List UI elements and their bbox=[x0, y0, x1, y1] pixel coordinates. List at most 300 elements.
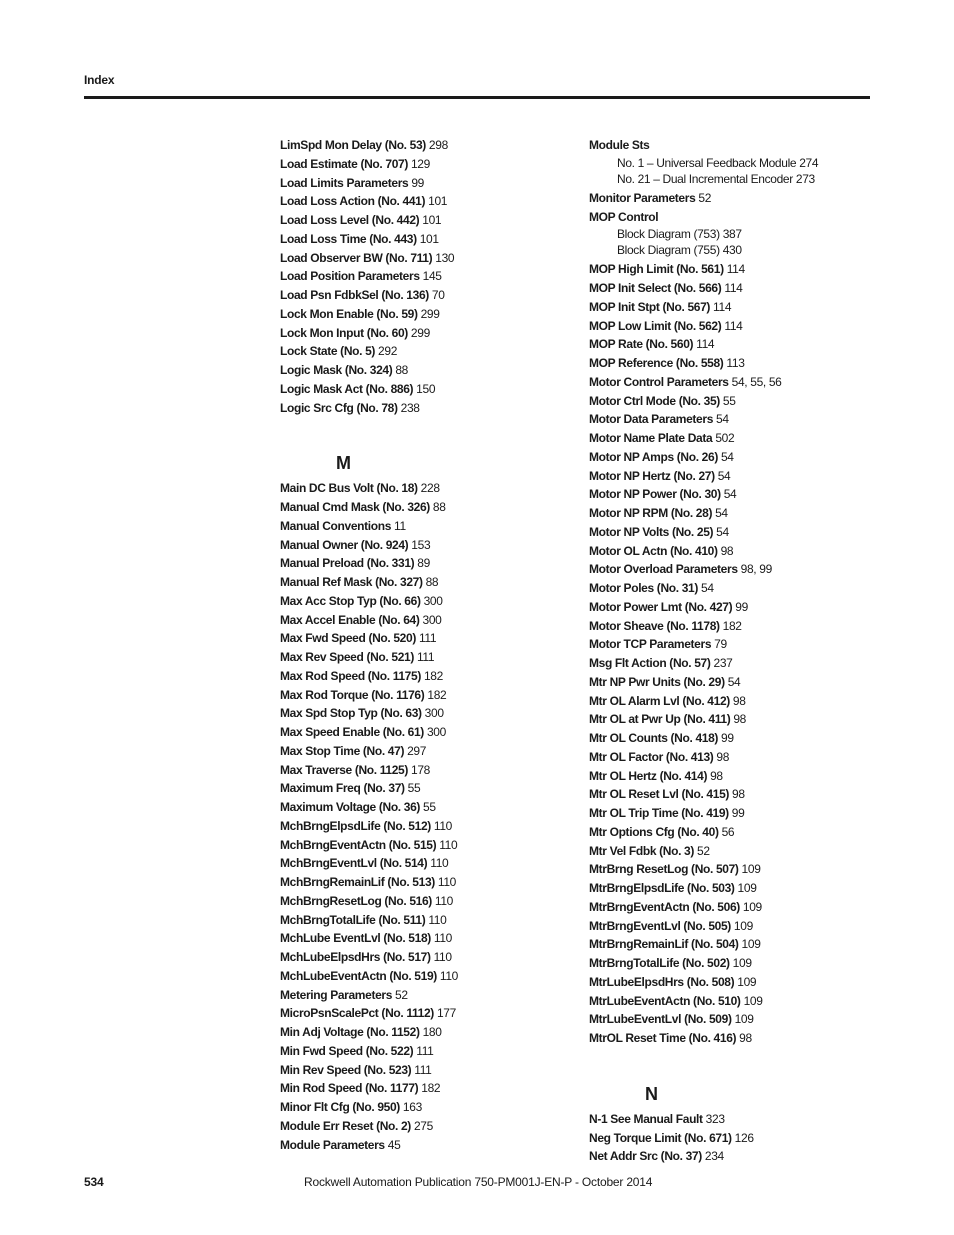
entry-pages: 98 bbox=[736, 1031, 752, 1045]
index-entry bbox=[589, 879, 889, 898]
entry-term: Motor Sheave (No. 1178) bbox=[589, 618, 720, 633]
entry-term: Mtr Vel Fdbk (No. 3) bbox=[589, 843, 695, 858]
entry-pages: 98 bbox=[730, 712, 747, 727]
entry-pages: 111 bbox=[413, 1043, 434, 1058]
index-entry bbox=[589, 1110, 889, 1129]
index-entry bbox=[589, 260, 889, 279]
entry-pages: 109 bbox=[734, 974, 757, 989]
entry-pages: 114 bbox=[693, 337, 715, 352]
entry-pages: 300 bbox=[423, 725, 446, 739]
entry-pages: 109 bbox=[729, 956, 752, 970]
entry-pages: 88 bbox=[429, 500, 446, 514]
index-entry bbox=[280, 267, 580, 286]
entry-pages: 275 bbox=[410, 1118, 433, 1133]
index-entry bbox=[589, 1029, 889, 1048]
entry-pages: 54 bbox=[720, 487, 737, 502]
entry-pages: 502 bbox=[712, 431, 735, 445]
index-column-right bbox=[589, 136, 889, 1166]
entry-term: Max Rev Speed (No. 521) bbox=[280, 650, 414, 664]
entry-term: Manual Ref Mask (No. 327) bbox=[280, 575, 423, 589]
entry-term: MchLubeElpsdHrs (No. 517) bbox=[280, 950, 431, 964]
entry-pages: 99 bbox=[718, 731, 734, 745]
index-entry bbox=[280, 592, 580, 611]
entry-term: MchBrngEventLvl (No. 514) bbox=[280, 856, 428, 871]
entry-term: Load Loss Level (No. 442) bbox=[280, 213, 420, 227]
sub-entry: Block Diagram (755) 430 bbox=[617, 243, 742, 258]
entry-pages: 110 bbox=[434, 875, 456, 889]
entry-term: Motor Power Lmt (No. 427) bbox=[589, 599, 733, 614]
entry-pages: 109 bbox=[734, 881, 757, 895]
entry-pages: 228 bbox=[417, 481, 440, 496]
entry-pages: 54, 55, 56 bbox=[728, 374, 782, 389]
index-entry bbox=[280, 817, 580, 836]
index-entry bbox=[589, 1147, 889, 1166]
index-entry bbox=[280, 611, 580, 630]
entry-pages: 101 bbox=[419, 213, 442, 227]
index-entry bbox=[280, 1061, 580, 1080]
entry-term: Load Position Parameters bbox=[280, 269, 420, 284]
entry-pages: 237 bbox=[710, 656, 733, 670]
index-entry bbox=[589, 429, 889, 448]
entry-term: MtrBrngElpsdLife (No. 503) bbox=[589, 881, 735, 895]
index-entry bbox=[280, 211, 580, 230]
entry-pages: 98 bbox=[713, 749, 730, 764]
entry-term: MtrBrng ResetLog (No. 507) bbox=[589, 862, 739, 877]
index-entry bbox=[589, 954, 889, 973]
entry-term: Load Psn FdbkSel (No. 136) bbox=[280, 288, 429, 302]
entry-pages: 55 bbox=[719, 393, 736, 408]
index-entry bbox=[589, 542, 889, 561]
index-entry bbox=[280, 742, 580, 761]
entry-term: Motor NP Volts (No. 25) bbox=[589, 524, 714, 539]
entry-pages: 182 bbox=[420, 668, 443, 683]
entry-pages: 54 bbox=[712, 506, 728, 520]
entry-pages: 114 bbox=[710, 299, 732, 314]
index-entry bbox=[280, 1023, 580, 1042]
entry-term: Min Fwd Speed (No. 522) bbox=[280, 1043, 414, 1058]
index-entry bbox=[589, 560, 889, 579]
entry-term: MOP High Limit (No. 561) bbox=[589, 262, 724, 277]
entry-term: Motor Name Plate Data bbox=[589, 431, 713, 445]
index-entry bbox=[589, 136, 889, 155]
index-entry bbox=[280, 399, 580, 418]
entry-term: MOP Init Select (No. 566) bbox=[589, 281, 722, 295]
entry-pages: 114 bbox=[723, 262, 745, 277]
entry-pages: 110 bbox=[427, 856, 449, 871]
entry-term: MchBrngEventActn (No. 515) bbox=[280, 837, 437, 852]
index-entry bbox=[280, 305, 580, 324]
index-entry bbox=[589, 504, 889, 523]
entry-term: Max Fwd Speed (No. 520) bbox=[280, 631, 416, 646]
entry-term: Manual Conventions bbox=[280, 518, 392, 533]
entry-term: Max Rod Speed (No. 1175) bbox=[280, 668, 421, 683]
index-entry bbox=[589, 335, 889, 354]
entry-term: Max Stop Time (No. 47) bbox=[280, 743, 405, 758]
entry-pages: 130 bbox=[432, 250, 455, 265]
entry-pages: 45 bbox=[384, 1137, 401, 1152]
entry-pages: 54 bbox=[724, 674, 741, 689]
n-entries bbox=[589, 1110, 889, 1166]
entry-term: MchBrngResetLog (No. 516) bbox=[280, 893, 432, 908]
l-entries bbox=[280, 136, 580, 417]
index-entry bbox=[589, 298, 889, 317]
entry-term: Load Loss Time (No. 443) bbox=[280, 231, 417, 246]
entry-term: MchLube EventLvl (No. 518) bbox=[280, 931, 431, 946]
section-gap bbox=[280, 417, 580, 447]
index-entry bbox=[589, 842, 889, 861]
entry-pages: 113 bbox=[723, 356, 745, 370]
section-letter-n: N bbox=[645, 1083, 658, 1104]
index-entry bbox=[589, 785, 889, 804]
index-entry bbox=[589, 598, 889, 617]
entry-pages: 114 bbox=[721, 318, 743, 333]
entry-term: Load Estimate (No. 707) bbox=[280, 156, 408, 171]
entry-pages: 99 bbox=[732, 599, 748, 614]
entry-pages: 109 bbox=[738, 862, 761, 877]
entry-term: MOP Rate (No. 560) bbox=[589, 337, 694, 352]
index-entry bbox=[280, 1079, 580, 1098]
index-entry bbox=[280, 761, 580, 780]
entry-pages: 88 bbox=[392, 363, 409, 377]
index-entry bbox=[589, 354, 889, 373]
entry-pages: 180 bbox=[419, 1025, 442, 1039]
index-entry bbox=[589, 448, 889, 467]
entry-term: Mtr OL at Pwr Up (No. 411) bbox=[589, 712, 731, 727]
index-entry bbox=[280, 174, 580, 193]
entry-pages: 55 bbox=[420, 800, 436, 814]
entry-pages: 79 bbox=[711, 637, 727, 652]
index-entry bbox=[589, 860, 889, 879]
entry-pages: 126 bbox=[731, 1130, 754, 1145]
entry-term: Logic Mask Act (No. 886) bbox=[280, 381, 414, 396]
entry-pages: 98 bbox=[717, 543, 734, 558]
index-entry bbox=[589, 617, 889, 636]
entry-term: Manual Preload (No. 331) bbox=[280, 556, 415, 571]
entry-pages: 110 bbox=[436, 968, 458, 983]
entry-term: Mtr OL Reset Lvl (No. 415) bbox=[589, 787, 730, 802]
entry-term: Minor Flt Cfg (No. 950) bbox=[280, 1100, 400, 1114]
entry-pages: 299 bbox=[407, 325, 430, 340]
entry-term: Mtr OL Counts (No. 418) bbox=[589, 731, 719, 745]
entry-pages: 182 bbox=[719, 618, 742, 633]
sub-entry: No. 21 – Dual Incremental Encoder 273 bbox=[617, 171, 815, 186]
entry-term: Load Observer BW (No. 711) bbox=[280, 250, 433, 265]
index-entry bbox=[280, 948, 580, 967]
entry-term: Motor TCP Parameters bbox=[589, 637, 712, 652]
index-entry bbox=[280, 192, 580, 211]
index-entry bbox=[589, 748, 889, 767]
index-entry bbox=[280, 686, 580, 705]
index-entry bbox=[280, 1136, 580, 1155]
entry-pages: 109 bbox=[738, 937, 761, 952]
index-entry bbox=[280, 1117, 580, 1136]
entry-term: Maximum Freq (No. 37) bbox=[280, 781, 405, 796]
index-entry bbox=[589, 523, 889, 542]
entry-term: MchBrngTotalLife (No. 511) bbox=[280, 912, 426, 927]
entry-pages: 109 bbox=[730, 918, 753, 933]
index-entry bbox=[589, 823, 889, 842]
entry-pages: 110 bbox=[430, 950, 452, 964]
index-entry bbox=[280, 286, 580, 305]
index-entry bbox=[589, 485, 889, 504]
entry-term: MOP Low Limit (No. 562) bbox=[589, 318, 722, 333]
entry-pages: 300 bbox=[420, 593, 443, 608]
entry-term: MtrLubeEventLvl (No. 509) bbox=[589, 1012, 732, 1027]
index-entry bbox=[280, 342, 580, 361]
entry-term: Mtr Options Cfg (No. 40) bbox=[589, 824, 719, 839]
entry-pages: 89 bbox=[414, 556, 430, 571]
entry-term: MtrLubeEventActn (No. 510) bbox=[589, 993, 741, 1008]
index-entry bbox=[589, 392, 889, 411]
index-entry bbox=[280, 798, 580, 817]
entry-term: Module Parameters bbox=[280, 1137, 385, 1152]
index-entry bbox=[589, 1010, 889, 1029]
entry-pages: 292 bbox=[375, 344, 398, 359]
entry-pages: 323 bbox=[702, 1111, 725, 1126]
entry-pages: 111 bbox=[411, 1062, 432, 1077]
index-entry bbox=[280, 361, 580, 380]
entry-pages: 54 bbox=[717, 449, 734, 464]
m-entries-left bbox=[280, 479, 580, 1154]
section-letter-m: M bbox=[336, 453, 351, 474]
entry-pages: 111 bbox=[415, 631, 437, 646]
index-entry bbox=[280, 554, 580, 573]
index-entry bbox=[589, 208, 889, 227]
header-rule bbox=[84, 96, 870, 99]
entry-term: Motor NP Power (No. 30) bbox=[589, 487, 721, 502]
entry-term: Metering Parameters bbox=[280, 987, 393, 1002]
index-entry bbox=[589, 635, 889, 654]
entry-term: Load Loss Action (No. 441) bbox=[280, 194, 426, 209]
index-entry bbox=[589, 317, 889, 336]
entry-term: MtrBrngEventLvl (No. 505) bbox=[589, 918, 731, 933]
entry-pages: 182 bbox=[418, 1081, 441, 1096]
entry-pages: 52 bbox=[694, 843, 710, 858]
entry-term: Manual Cmd Mask (No. 326) bbox=[280, 500, 430, 514]
index-entry bbox=[280, 986, 580, 1005]
index-entry bbox=[589, 767, 889, 786]
entry-pages: 98 bbox=[707, 768, 723, 783]
index-entry bbox=[589, 410, 889, 429]
index-entry bbox=[589, 189, 889, 208]
index-entry bbox=[589, 654, 889, 673]
publication-info: Rockwell Automation Publication 750-PM001J-EN-P - October 2014 bbox=[304, 1175, 653, 1189]
entry-pages: 110 bbox=[430, 931, 453, 946]
entry-term: Max Rod Torque (No. 1176) bbox=[280, 687, 425, 702]
entry-pages: 109 bbox=[731, 1012, 754, 1027]
entry-term: Logic Mask (No. 324) bbox=[280, 363, 393, 377]
entry-pages: 98 bbox=[729, 693, 746, 708]
entry-term: MtrLubeElpsdHrs (No. 508) bbox=[589, 974, 735, 989]
entry-pages: 101 bbox=[416, 231, 439, 246]
entry-pages: 300 bbox=[421, 706, 444, 721]
index-entry bbox=[589, 692, 889, 711]
index-entry bbox=[589, 729, 889, 748]
index-entry bbox=[589, 992, 889, 1011]
index-entry bbox=[280, 324, 580, 343]
entry-pages: 163 bbox=[399, 1100, 422, 1114]
entry-term: Motor Control Parameters bbox=[589, 374, 729, 389]
entry-pages: 52 bbox=[695, 190, 712, 205]
entry-term: Motor NP RPM (No. 28) bbox=[589, 506, 713, 520]
entry-pages: 110 bbox=[425, 912, 447, 927]
entry-term: Monitor Parameters bbox=[589, 190, 696, 205]
index-entry bbox=[589, 973, 889, 992]
entry-pages: 70 bbox=[428, 288, 445, 302]
entry-pages: 110 bbox=[431, 893, 454, 908]
entry-term: N-1 See Manual Fault bbox=[589, 1111, 703, 1126]
entry-term: Load Limits Parameters bbox=[280, 175, 409, 190]
index-column-left bbox=[280, 136, 580, 1154]
page-number: 534 bbox=[84, 1175, 104, 1189]
entry-term: Motor Poles (No. 31) bbox=[589, 581, 699, 595]
entry-term: Motor Overload Parameters bbox=[589, 562, 738, 577]
index-entry bbox=[280, 836, 580, 855]
entry-term: MtrBrngEventActn (No. 506) bbox=[589, 899, 740, 914]
entry-pages: 182 bbox=[424, 687, 447, 702]
entry-term: Mtr OL Hertz (No. 414) bbox=[589, 768, 708, 783]
entry-pages: 99 bbox=[408, 175, 424, 190]
entry-pages: 98, 99 bbox=[737, 562, 772, 577]
entry-term: MtrBrngRemainLif (No. 504) bbox=[589, 937, 739, 952]
index-entry bbox=[280, 479, 580, 498]
index-entry bbox=[280, 136, 580, 155]
index-entry bbox=[280, 648, 580, 667]
entry-pages: 178 bbox=[408, 762, 430, 777]
index-entry bbox=[280, 967, 580, 986]
entry-term: Logic Src Cfg (No. 78) bbox=[280, 400, 398, 415]
index-entry bbox=[280, 517, 580, 536]
index-entry bbox=[589, 917, 889, 936]
entry-pages: 109 bbox=[739, 899, 762, 914]
entry-term: MOP Reference (No. 558) bbox=[589, 356, 724, 370]
entry-term: Lock Mon Enable (No. 59) bbox=[280, 306, 418, 321]
index-entry bbox=[589, 579, 889, 598]
entry-pages: 297 bbox=[404, 743, 427, 758]
entry-term: MtrBrngTotalLife (No. 502) bbox=[589, 956, 730, 970]
m-entries-right bbox=[589, 260, 889, 1048]
entry-term: Motor Data Parameters bbox=[589, 412, 714, 427]
entry-term: Mtr OL Trip Time (No. 419) bbox=[589, 806, 729, 820]
entry-term: Manual Owner (No. 924) bbox=[280, 537, 409, 552]
index-entry bbox=[589, 710, 889, 729]
entry-pages: 54 bbox=[714, 468, 731, 483]
entry-pages: 88 bbox=[422, 575, 439, 589]
entry-term: Maximum Voltage (No. 36) bbox=[280, 800, 421, 814]
entry-pages: 101 bbox=[425, 194, 448, 209]
index-entry bbox=[280, 1098, 580, 1117]
entry-pages: 129 bbox=[407, 156, 430, 171]
entry-term: MchLubeEventActn (No. 519) bbox=[280, 968, 437, 983]
entry-term: MchBrngElpsdLife (No. 512) bbox=[280, 818, 431, 833]
entry-term: Min Rev Speed (No. 523) bbox=[280, 1062, 412, 1077]
entry-pages: 238 bbox=[397, 400, 420, 415]
index-entry bbox=[280, 155, 580, 174]
entry-term: Motor OL Actn (No. 410) bbox=[589, 543, 718, 558]
entry-term: Motor NP Hertz (No. 27) bbox=[589, 468, 715, 483]
entry-pages: 114 bbox=[721, 281, 743, 295]
entry-term: Max Traverse (No. 1125) bbox=[280, 762, 409, 777]
index-entry bbox=[589, 935, 889, 954]
index-entry bbox=[589, 467, 889, 486]
entry-term: Mtr NP Pwr Units (No. 29) bbox=[589, 674, 725, 689]
entry-term: Msg Flt Action (No. 57) bbox=[589, 656, 711, 670]
entry-pages: 145 bbox=[419, 269, 442, 284]
entry-term: Lock Mon Input (No. 60) bbox=[280, 325, 408, 340]
entry-pages: 153 bbox=[408, 537, 431, 552]
sub-entry: Block Diagram (753) 387 bbox=[617, 227, 742, 242]
entry-pages: 109 bbox=[740, 993, 763, 1008]
entry-pages: 111 bbox=[414, 650, 435, 664]
entry-pages: 54 bbox=[698, 581, 714, 595]
entry-pages: 52 bbox=[392, 987, 408, 1002]
index-entry bbox=[280, 1004, 580, 1023]
entry-pages: 56 bbox=[718, 824, 735, 839]
index-entry bbox=[589, 279, 889, 298]
entry-pages: 98 bbox=[729, 787, 745, 802]
entry-term: Net Addr Src (No. 37) bbox=[589, 1149, 702, 1164]
entry-term: Module Sts bbox=[589, 138, 650, 152]
entry-pages: 110 bbox=[430, 818, 452, 833]
index-entry bbox=[280, 380, 580, 399]
index-entry bbox=[280, 929, 580, 948]
entry-term: Main DC Bus Volt (No. 18) bbox=[280, 481, 418, 496]
entry-term: Mtr OL Factor (No. 413) bbox=[589, 749, 714, 764]
entry-term: Min Rod Speed (No. 1177) bbox=[280, 1081, 419, 1096]
index-entry bbox=[280, 723, 580, 742]
entry-term: MchBrngRemainLif (No. 513) bbox=[280, 875, 435, 889]
entry-term: MicroPsnScalePct (No. 1112) bbox=[280, 1006, 434, 1021]
index-entry bbox=[280, 230, 580, 249]
entry-term: LimSpd Mon Delay (No. 53) bbox=[280, 138, 426, 152]
entry-term: Min Adj Voltage (No. 1152) bbox=[280, 1025, 420, 1039]
entry-pages: 300 bbox=[419, 612, 442, 627]
index-entry bbox=[280, 911, 580, 930]
index-entry bbox=[589, 373, 889, 392]
index-entry bbox=[280, 498, 580, 517]
entry-term: Max Spd Stop Typ (No. 63) bbox=[280, 706, 422, 721]
entry-term: Module Err Reset (No. 2) bbox=[280, 1118, 411, 1133]
section-gap bbox=[589, 1048, 889, 1078]
index-entry bbox=[589, 898, 889, 917]
entry-pages: 298 bbox=[425, 138, 448, 152]
index-entry bbox=[280, 873, 580, 892]
entry-pages: 54 bbox=[713, 524, 729, 539]
entry-term: Lock State (No. 5) bbox=[280, 344, 376, 359]
index-entry bbox=[589, 804, 889, 823]
index-entry bbox=[280, 667, 580, 686]
entry-term: Neg Torque Limit (No. 671) bbox=[589, 1130, 732, 1145]
entry-term: MOP Init Stpt (No. 567) bbox=[589, 299, 711, 314]
running-header: Index bbox=[84, 73, 115, 87]
entry-term: MtrOL Reset Time (No. 416) bbox=[589, 1031, 737, 1045]
entry-term: Motor Ctrl Mode (No. 35) bbox=[589, 393, 720, 408]
entry-term: Max Accel Enable (No. 64) bbox=[280, 612, 420, 627]
entry-pages: 110 bbox=[436, 837, 458, 852]
entry-pages: 234 bbox=[701, 1149, 724, 1164]
index-entry bbox=[280, 249, 580, 268]
sub-entry: No. 1 – Universal Feedback Module 274 bbox=[617, 155, 819, 170]
index-entry bbox=[280, 1042, 580, 1061]
index-entry bbox=[280, 704, 580, 723]
entry-term: Motor NP Amps (No. 26) bbox=[589, 449, 718, 464]
entry-term: MOP Control bbox=[589, 209, 659, 224]
entry-term: Max Acc Stop Typ (No. 66) bbox=[280, 593, 421, 608]
index-entry bbox=[280, 629, 580, 648]
index-entry bbox=[280, 854, 580, 873]
entry-pages: 150 bbox=[413, 381, 436, 396]
entry-term: Mtr OL Alarm Lvl (No. 412) bbox=[589, 693, 730, 708]
